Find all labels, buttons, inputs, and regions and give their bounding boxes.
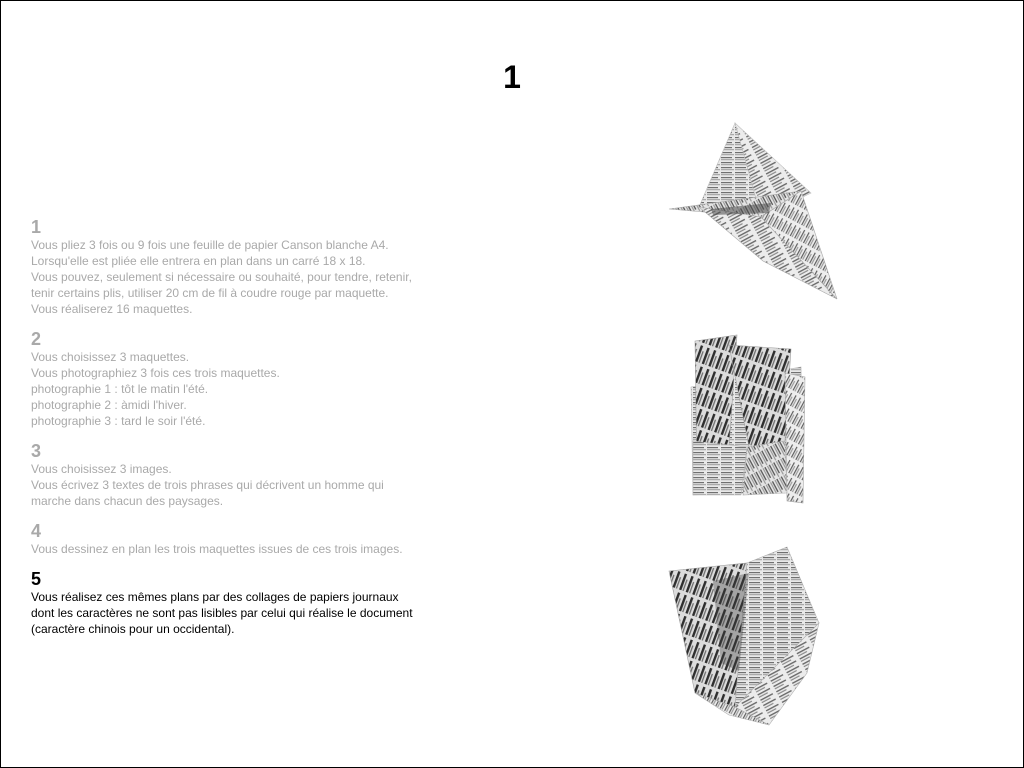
step-5 (31, 569, 447, 637)
newspaper-fold-3 (669, 547, 819, 725)
step-line: photographie 3 : tard le soir l'été. (31, 414, 206, 428)
step-line: dont les caractères ne sont pas lisibles par celui qui réalise le document (31, 606, 413, 620)
step-line: photographie 2 : àmidi l'hiver. (31, 398, 187, 412)
step-line: tenir certains plis, utiliser 20 cm de fil à coudre rouge par maquette. (31, 286, 389, 300)
step-line: marche dans chacun des paysages. (31, 494, 224, 508)
step-line: Vous écrivez 3 textes de trois phrases qui décrivent un homme qui (31, 478, 384, 492)
step-text (31, 461, 447, 509)
newspaper-fold-1 (669, 123, 837, 299)
step-line: Vous choisissez 3 maquettes. (31, 350, 190, 364)
step-line: photographie 1 : tôt le matin l'été. (31, 382, 209, 396)
step-line: Vous photographiez 3 fois ces trois maquettes. (31, 366, 280, 380)
step-line: Lorsqu'elle est pliée elle entrera en plan dans un carré 18 x 18. (31, 254, 366, 268)
step-line: Vous réaliserez 16 maquettes. (31, 302, 193, 316)
step-number: 1 (31, 217, 42, 237)
step-line: Vous pouvez, seulement si nécessaire ou souhaité, pour tendre, retenir, (31, 270, 412, 284)
step-number: 4 (31, 521, 42, 541)
step-text (31, 237, 447, 317)
step-list (31, 217, 447, 649)
step-text (31, 541, 447, 557)
step-text (31, 589, 447, 637)
artwork-column (651, 111, 851, 751)
page-number: 1 (503, 59, 521, 95)
step-text (31, 349, 447, 429)
step-line: (caractère chinois pour un occidental). (31, 622, 235, 636)
step-1 (31, 217, 447, 317)
step-2 (31, 329, 447, 429)
step-number: 3 (31, 441, 42, 461)
step-line: Vous pliez 3 fois ou 9 fois une feuille de papier Canson blanche A4. (31, 238, 389, 252)
step-line: Vous dessinez en plan les trois maquettes issues de ces trois images. (31, 542, 403, 556)
step-number: 2 (31, 329, 42, 349)
step-number: 5 (31, 569, 42, 589)
step-4 (31, 521, 447, 557)
step-line: Vous choisissez 3 images. (31, 462, 172, 476)
newspaper-fold-2 (691, 335, 805, 503)
step-3 (31, 441, 447, 509)
newspaper-folds-illustration (651, 111, 851, 751)
step-line: Vous réalisez ces mêmes plans par des collages de papiers journaux (31, 590, 399, 604)
